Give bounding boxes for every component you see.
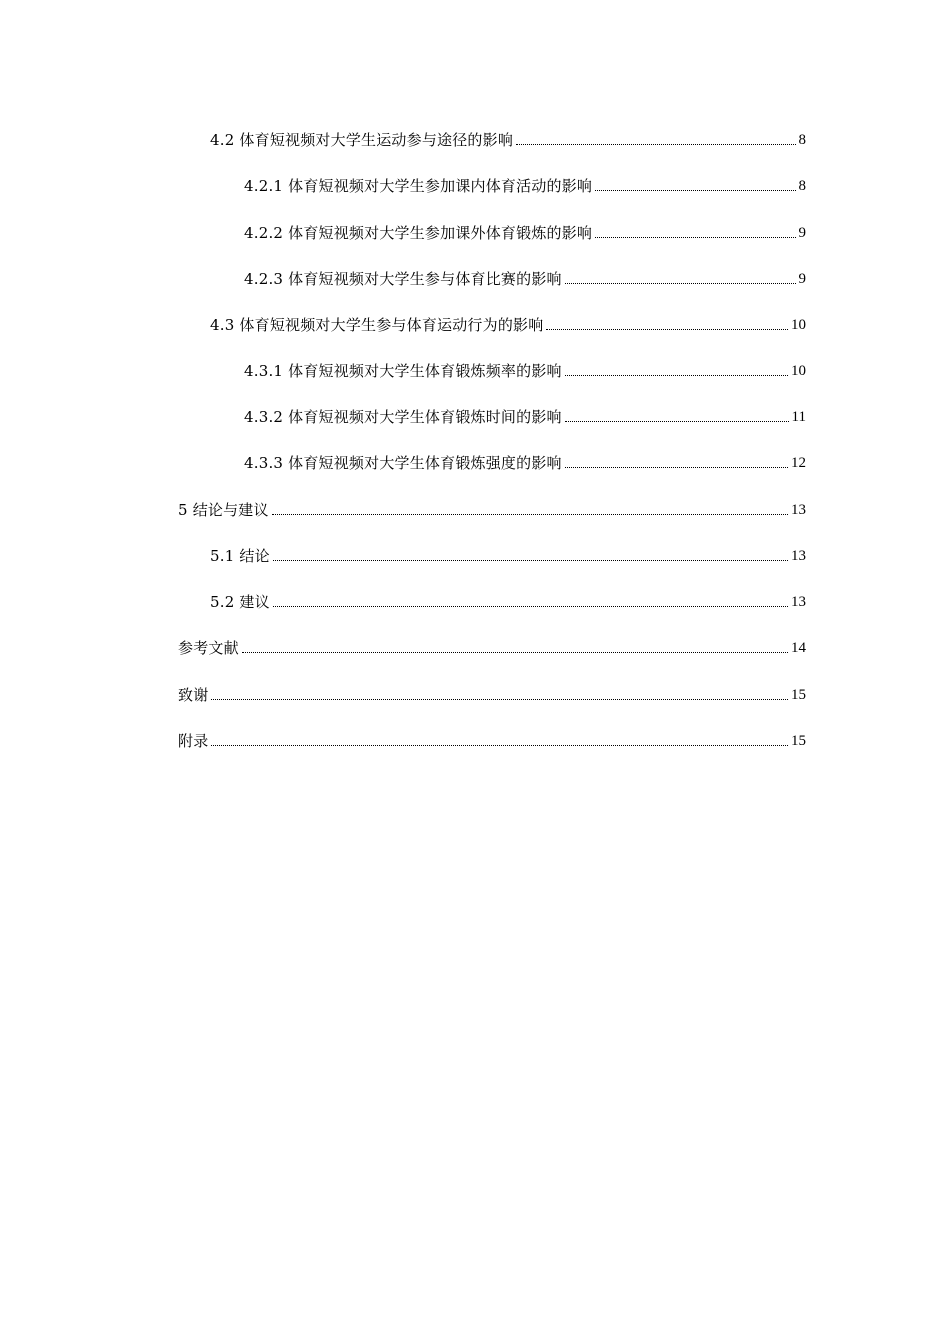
- toc-entry-title: 附录: [178, 732, 209, 750]
- toc-entry-title: 5.1 结论: [210, 547, 270, 565]
- toc-entry[interactable]: [178, 727, 806, 751]
- toc-entry[interactable]: [244, 219, 806, 243]
- toc-page-number: 8: [798, 132, 806, 148]
- toc-entry[interactable]: [178, 634, 806, 658]
- toc-page-number: 13: [791, 594, 806, 610]
- toc-page-number: 8: [798, 178, 806, 194]
- toc-entry[interactable]: [210, 311, 806, 335]
- toc-entry-title: 4.2.1 体育短视频对大学生参加课内体育活动的影响: [244, 177, 593, 195]
- toc-leader-dots: [595, 190, 795, 191]
- toc-leader-dots: [516, 144, 795, 145]
- toc-entry-title: 5.2 建议: [210, 593, 270, 611]
- toc-page-number: 11: [791, 409, 806, 425]
- toc-page-number: 9: [798, 225, 806, 241]
- toc-page-number: 9: [798, 271, 806, 287]
- toc-entry[interactable]: [210, 126, 806, 150]
- toc-entry[interactable]: [244, 357, 806, 381]
- toc-entry-title: 5 结论与建议: [178, 501, 269, 519]
- toc-page-number: 10: [791, 363, 806, 379]
- toc-entry[interactable]: [244, 449, 806, 473]
- toc-leader-dots: [211, 745, 788, 746]
- toc-leader-dots: [546, 329, 788, 330]
- toc-leader-dots: [211, 699, 788, 700]
- toc-page-number: 12: [791, 455, 806, 471]
- toc-page-number: 13: [791, 548, 806, 564]
- toc-page-number: 14: [791, 640, 806, 656]
- toc-page-number: 15: [791, 733, 806, 749]
- toc-page-number: 10: [791, 317, 806, 333]
- toc-page-number: 15: [791, 687, 806, 703]
- toc-entry[interactable]: [210, 542, 806, 566]
- toc-entry[interactable]: [210, 588, 806, 612]
- toc-leader-dots: [565, 421, 789, 422]
- toc-entry-title: 4.3.3 体育短视频对大学生体育锻炼强度的影响: [244, 454, 562, 472]
- toc-entry-title: 4.3.2 体育短视频对大学生体育锻炼时间的影响: [244, 408, 562, 426]
- toc-leader-dots: [565, 467, 788, 468]
- toc-entry-title: 参考文献: [178, 639, 239, 657]
- toc-leader-dots: [273, 606, 788, 607]
- toc-entry[interactable]: [244, 403, 806, 427]
- toc-entry-title: 致谢: [178, 686, 209, 704]
- toc-page-number: 13: [791, 502, 806, 518]
- toc-entry-title: 4.3 体育短视频对大学生参与体育运动行为的影响: [210, 316, 544, 334]
- toc-entry[interactable]: [178, 681, 806, 705]
- toc-leader-dots: [273, 560, 788, 561]
- toc-leader-dots: [595, 237, 795, 238]
- toc-leader-dots: [565, 375, 788, 376]
- toc-leader-dots: [272, 514, 788, 515]
- toc-entry[interactable]: [244, 265, 806, 289]
- toc-entry[interactable]: [244, 172, 806, 196]
- toc-entry-title: 4.3.1 体育短视频对大学生体育锻炼频率的影响: [244, 362, 562, 380]
- toc-entry-title: 4.2.2 体育短视频对大学生参加课外体育锻炼的影响: [244, 224, 593, 242]
- toc-entry[interactable]: [178, 496, 806, 520]
- toc-entry-title: 4.2 体育短视频对大学生运动参与途径的影响: [210, 131, 514, 149]
- toc-leader-dots: [242, 652, 788, 653]
- toc-leader-dots: [565, 283, 796, 284]
- toc-entry-title: 4.2.3 体育短视频对大学生参与体育比赛的影响: [244, 270, 562, 288]
